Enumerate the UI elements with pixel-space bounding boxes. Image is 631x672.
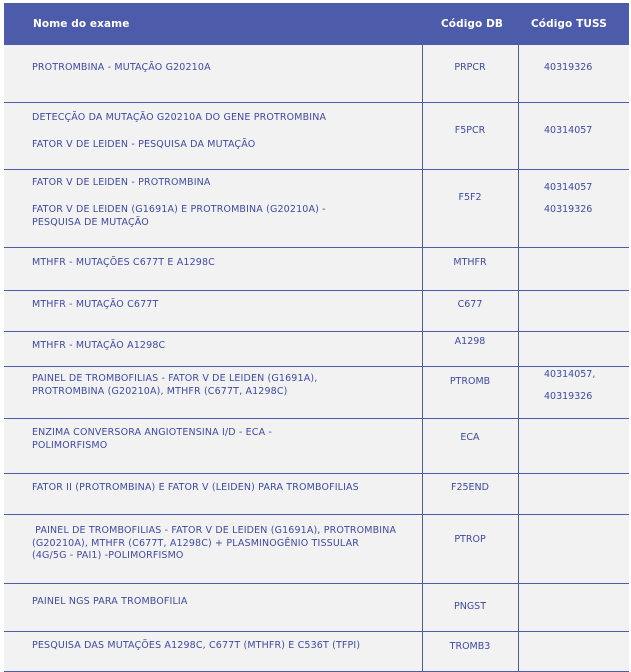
column-divider xyxy=(518,367,519,418)
exam-name: PESQUISA DAS MUTAÇÕES A1298C, C677T (MTHFR) E C536T (TFPI) xyxy=(32,640,361,651)
exam-name: MTHFR - MUTAÇÃO A1298C xyxy=(32,340,166,351)
table-row xyxy=(4,290,629,331)
column-divider xyxy=(422,419,423,473)
exam-name: FATOR V DE LEIDEN - PROTROMBINA xyxy=(32,177,211,188)
exam-name: ENZIMA CONVERSORA ANGIOTENSINA I/D - ECA - POLIMORFISMO xyxy=(32,427,272,451)
column-divider xyxy=(518,474,519,514)
column-divider xyxy=(518,515,519,583)
column-divider xyxy=(518,103,519,169)
exam-name: FATOR V DE LEIDEN (G1691A) E PROTROMBINA (G20210A) - PESQUISA DE MUTAÇÃO xyxy=(32,204,326,228)
exam-name: PAINEL DE TROMBOFILIAS - FATOR V DE LEIDEN (G1691A), PROTROMBINA (G20210A), MTHFR (C677T, A1298C) + PLASMINOGÊNIO TISSULAR (4G/5G - PAI1) -POLIMORFISMO xyxy=(32,525,397,561)
column-divider xyxy=(518,170,519,247)
exam-name: FATOR II (PROTROMBINA) E FATOR V (LEIDEN) PARA TROMBOFILIAS xyxy=(32,482,359,493)
tuss-code: 40314057 xyxy=(544,125,593,136)
table-row xyxy=(4,247,629,290)
db-code: PNGST xyxy=(453,601,487,612)
column-divider xyxy=(422,103,423,169)
db-code: PTROP xyxy=(454,534,486,545)
table-row xyxy=(4,169,629,247)
column-divider xyxy=(422,170,423,247)
column-divider xyxy=(422,515,423,583)
db-code: MTHFR xyxy=(453,257,487,268)
column-divider xyxy=(518,45,519,102)
column-divider xyxy=(422,367,423,418)
table-row xyxy=(4,331,629,366)
db-code: ECA xyxy=(460,432,480,443)
column-divider xyxy=(518,584,519,631)
exam-name: FATOR V DE LEIDEN - PESQUISA DA MUTAÇÃO xyxy=(32,139,256,150)
db-code: F5F2 xyxy=(458,192,482,203)
exam-name: PAINEL NGS PARA TROMBOFILIA xyxy=(32,596,188,607)
db-code: F5PCR xyxy=(454,125,486,136)
db-code: PRPCR xyxy=(454,62,486,73)
column-divider xyxy=(422,474,423,514)
tuss-code: 40319326 xyxy=(544,62,593,73)
table-header xyxy=(4,3,629,44)
table-row xyxy=(4,514,629,583)
column-divider xyxy=(518,248,519,290)
table-row xyxy=(4,631,629,672)
exam-name: DETECÇÃO DA MUTAÇÃO G20210A DO GENE PROTROMBINA xyxy=(32,112,327,123)
column-divider xyxy=(518,419,519,473)
db-code: F25END xyxy=(451,482,489,493)
header-db-code: Código DB xyxy=(441,18,504,30)
column-divider xyxy=(422,45,423,102)
db-code: C677 xyxy=(457,299,483,310)
table-row xyxy=(4,366,629,418)
column-divider xyxy=(518,632,519,671)
column-divider xyxy=(518,291,519,331)
column-divider xyxy=(422,248,423,290)
exam-name: MTHFR - MUTAÇÃO C677T xyxy=(32,299,159,310)
table-row xyxy=(4,418,629,473)
tuss-code: 40319326 xyxy=(544,204,593,215)
table-row xyxy=(4,102,629,169)
exam-name: PROTROMBINA - MUTAÇÃO G20210A xyxy=(32,62,211,73)
tuss-code: 40319326 xyxy=(544,391,593,402)
column-divider xyxy=(422,291,423,331)
header-exam-name: Nome do exame xyxy=(33,18,130,30)
tuss-code: 40314057 xyxy=(544,182,593,193)
db-code: PTROMB xyxy=(449,376,491,387)
table-row xyxy=(4,473,629,514)
table-row xyxy=(4,583,629,631)
exam-name: PAINEL DE TROMBOFILIAS - FATOR V DE LEIDEN (G1691A), PROTROMBINA (G20210A), MTHFR (C677T, A1298C) xyxy=(32,373,318,397)
table-row xyxy=(4,44,629,102)
header-tuss-code: Código TUSS xyxy=(531,18,607,30)
tuss-code: 40314057, xyxy=(544,369,596,380)
column-divider xyxy=(518,332,519,366)
exam-name: MTHFR - MUTAÇÕES C677T E A1298C xyxy=(32,257,215,268)
db-code: A1298 xyxy=(454,336,486,347)
db-code: TROMB3 xyxy=(449,641,491,652)
